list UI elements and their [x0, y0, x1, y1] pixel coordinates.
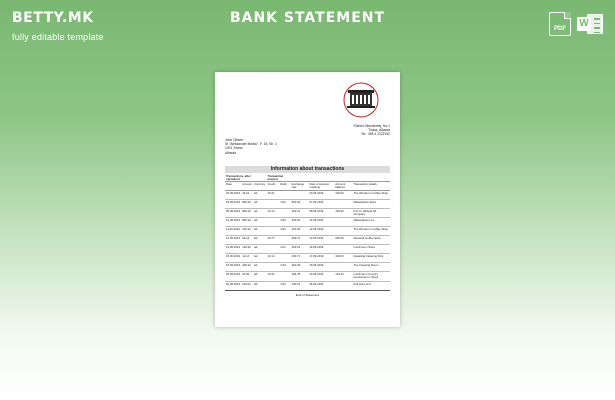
client-address-line: St "Aleksander Moisiu", F. 15, Sh. 1 [225, 142, 277, 147]
table-cell: 100.00 [334, 190, 352, 199]
table-row [225, 190, 390, 199]
table-cell: 11.06.2019 [225, 227, 241, 236]
table-cell: 4.00 [279, 281, 290, 290]
table-cell [267, 227, 280, 236]
bank-address [354, 124, 390, 137]
table-cell: 05.06.2019 [225, 208, 241, 217]
table-cell: 210.01 [241, 281, 253, 290]
table-cell: 310.22 [241, 227, 253, 236]
table-cell [279, 254, 290, 263]
column-header: Currency [253, 182, 267, 190]
table-cell: 1.00 [279, 199, 290, 208]
page-title: BANK STATEMENT [229, 10, 386, 26]
column-header: Credit [267, 182, 280, 190]
table-cell: 400.71 [291, 254, 309, 263]
group-header-spacer [291, 174, 390, 182]
client-address-line: John Citizen [225, 138, 244, 142]
table-cell [279, 272, 290, 281]
table-cell: 15.06.2019 [225, 254, 241, 263]
table-cell: 4.21 [279, 245, 290, 254]
column-header: Exchange rate [291, 182, 309, 190]
statement-preview[interactable] [215, 72, 400, 327]
brand-name[interactable]: BETTY.MK [12, 10, 94, 26]
table-cell: 400.15 [291, 245, 309, 254]
table-cell: 16.32 [267, 272, 280, 281]
table-cell: 15.21 [241, 190, 253, 199]
word-icon-badge: W [577, 17, 591, 31]
table-cell: 400.21 [291, 208, 309, 217]
table-cell: 20.06.2019 [225, 272, 241, 281]
table-cell: 10.14 [267, 208, 280, 217]
table-cell: 800.20 [241, 208, 253, 217]
table-cell: lek [253, 227, 267, 236]
table-cell: 200.00 [334, 236, 352, 245]
transactions-section-title: Information about transactions [225, 166, 390, 173]
group-header: Transactions, after operations [225, 174, 267, 182]
table-cell: 03.06.2019 [225, 190, 241, 199]
table-cell: 07.06.2019 [308, 199, 334, 208]
word-icon[interactable] [577, 12, 603, 36]
table-cell: 400.20 [291, 227, 309, 236]
table-cell: Pull store LLC [352, 281, 390, 290]
table-cell: 12.06.2019 [308, 218, 334, 227]
table-row [225, 254, 390, 263]
table-row [225, 218, 390, 227]
group-header: Transaction amount [267, 174, 291, 182]
table-cell: Capacital Cleaning Post [352, 254, 390, 263]
table-cell: 800.20 [241, 199, 253, 208]
table-cell: 12.06.2019 [308, 227, 334, 236]
table-row [225, 199, 390, 208]
table-cell: 10.14 [267, 254, 280, 263]
table-cell: 12.14 [241, 254, 253, 263]
table-cell: lek [253, 245, 267, 254]
client-address [225, 138, 277, 155]
table-cell [334, 218, 352, 227]
table-cell [334, 281, 352, 290]
table-cell: 400.20 [291, 218, 309, 227]
table-cell: 4.90 [279, 218, 290, 227]
table-cell: 400.20 [291, 263, 309, 272]
column-header: Amount [241, 182, 253, 190]
table-cell [279, 190, 290, 199]
table-cell: Lunchroom Store [352, 245, 390, 254]
table-cell: 26.06.2019 [225, 281, 241, 290]
table-row [225, 245, 390, 254]
table-header-row [225, 182, 390, 190]
table-cell: 120.20 [241, 245, 253, 254]
table-cell: 184.78 [291, 272, 309, 281]
table-cell: The Cleaning Room [352, 263, 390, 272]
client-address-line: 1001 Tirana [225, 146, 243, 151]
table-cell: lek [253, 190, 267, 199]
table-cell: lek [253, 281, 267, 290]
table-cell [291, 190, 309, 199]
table-cell: lek [253, 208, 267, 217]
bank-address-line: Tirana, Albania [368, 128, 390, 133]
table-cell: 15.21 [267, 190, 280, 199]
table-cell [279, 208, 290, 217]
table-cell: 17.06.2019 [308, 254, 334, 263]
table-cell [267, 263, 280, 272]
table-cell [334, 263, 352, 272]
table-cell [279, 236, 290, 245]
table-cell [267, 281, 280, 290]
table-cell: 100.12 [291, 281, 309, 290]
table-cell: 122.22 [334, 272, 352, 281]
download-icons [549, 12, 603, 36]
table-row [225, 236, 390, 245]
table-cell: Alexandr Coffee Store [352, 236, 390, 245]
transactions-table [225, 174, 390, 291]
table-cell: 03.06.2019 [308, 190, 334, 199]
table-cell: 08.06.2019 [308, 208, 334, 217]
table-cell [267, 218, 280, 227]
table-cell [267, 245, 280, 254]
table-cell: 4.30 [279, 263, 290, 272]
table-cell [334, 199, 352, 208]
bank-address-line: Sheshi Skenderbej, No.1 [353, 124, 390, 128]
table-cell: Marketplace Store [352, 199, 390, 208]
table-cell [334, 245, 352, 254]
table-cell: 100.00 [334, 208, 352, 217]
table-cell: 100.00 [334, 254, 352, 263]
table-cell: 20.20 [241, 272, 253, 281]
table-cell: The Wonder in Coffee Shop [352, 190, 390, 199]
bank-logo-icon [333, 80, 389, 120]
column-header: Date of account crediting [308, 182, 334, 190]
table-cell: lek [253, 236, 267, 245]
column-header: Transaction details [352, 182, 390, 190]
bank-address-line: Tel.: 355 4 2222152 [361, 132, 390, 137]
table-group-header-row [225, 174, 390, 182]
table-cell: 20.06.2019 [308, 263, 334, 272]
table-row [225, 272, 390, 281]
table-cell: 10.06.2019 [225, 218, 241, 227]
table-cell: 400.74 [291, 236, 309, 245]
table-cell: 26.06.2019 [308, 281, 334, 290]
table-cell: 19.06.2019 [225, 263, 241, 272]
column-header: Account balance [334, 182, 352, 190]
column-header: Debit [279, 182, 290, 190]
table-cell: 32.14 [241, 236, 253, 245]
table-row [225, 281, 390, 290]
table-cell: lek [253, 272, 267, 281]
table-cell: 800.20 [241, 218, 253, 227]
pdf-icon[interactable] [549, 12, 571, 36]
table-cell: The Wonder in Coffee Shop [352, 227, 390, 236]
table-cell: 4.90 [279, 227, 290, 236]
table-cell [334, 227, 352, 236]
table-cell [267, 199, 280, 208]
table-cell: 20.06.2019 [308, 272, 334, 281]
table-row [225, 263, 390, 272]
column-header: Date [225, 182, 241, 190]
table-cell: lek [253, 199, 267, 208]
table-cell: 300.22 [241, 263, 253, 272]
table-row [225, 208, 390, 217]
brand-tagline: fully editable template [12, 32, 104, 42]
table-cell: 12.06.2019 [225, 236, 241, 245]
transactions-body [225, 190, 390, 290]
table-cell: D.O.O. Albania Oil Company [352, 208, 390, 217]
table-cell: 14.06.2019 [308, 245, 334, 254]
table-cell: 03.06.2019 [225, 199, 241, 208]
pdf-icon-label: PDF [554, 26, 566, 32]
end-of-statement: End of Statement [225, 290, 390, 297]
client-address-line: Albania [225, 150, 236, 155]
table-cell: lek [253, 218, 267, 227]
table-cell: Marketplace LLC [352, 218, 390, 227]
table-cell: 20.77 [267, 236, 280, 245]
table-cell: 13.06.2019 [308, 236, 334, 245]
table-cell: lek [253, 263, 267, 272]
table-cell: lek [253, 254, 267, 263]
table-cell: 13.06.2019 [225, 245, 241, 254]
table-cell: 800.20 [291, 199, 309, 208]
table-cell: Lunchroom Country Consumers in Store [352, 272, 390, 281]
table-row [225, 227, 390, 236]
